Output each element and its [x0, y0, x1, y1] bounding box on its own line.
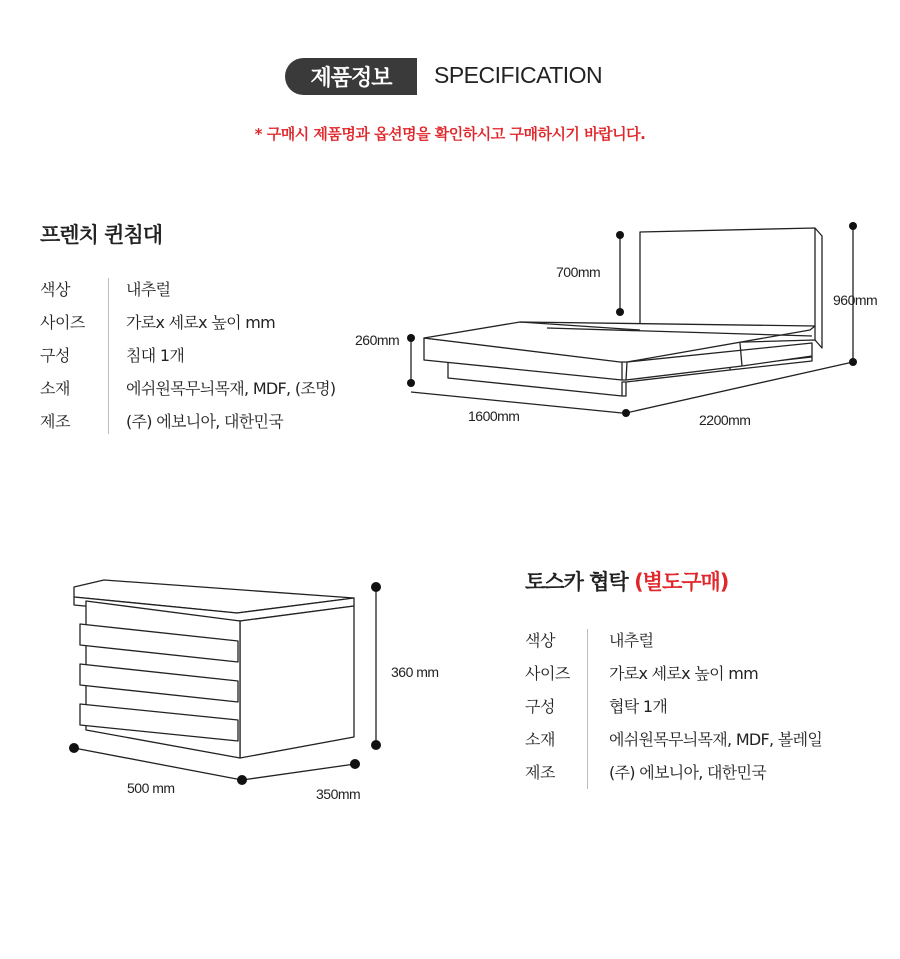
spec-value: 가로x 세로x 높이 mm — [609, 664, 759, 683]
table-spec-table — [525, 623, 822, 788]
dim-table-depth: 350mm — [316, 786, 361, 802]
spec-row-manufacturer — [40, 404, 335, 437]
spec-key: 구성 — [40, 346, 70, 365]
spec-row-manufacturer — [525, 755, 822, 788]
spec-value: (주) 에보니아, 대한민국 — [126, 412, 284, 431]
specification-title: SPECIFICATION — [434, 62, 603, 88]
spec-row-material — [40, 371, 335, 404]
dim-table-height: 360 mm — [391, 664, 439, 680]
spec-row-size — [40, 305, 335, 338]
spec-key: 사이즈 — [525, 664, 570, 683]
bed-spec-table — [40, 272, 335, 437]
spec-key: 색상 — [525, 631, 555, 650]
spec-value: 내추럴 — [126, 280, 171, 299]
spec-key: 제조 — [40, 412, 70, 431]
table-title — [525, 566, 728, 596]
side-table-drawing — [74, 580, 354, 758]
spec-key: 소재 — [525, 730, 555, 749]
dim-total-height: 960mm — [833, 292, 878, 308]
spec-key: 사이즈 — [40, 313, 85, 332]
spec-value: 침대 1개 — [126, 346, 185, 365]
spec-key: 구성 — [525, 697, 555, 716]
table-title-note: (별도구매) — [634, 570, 729, 594]
dim-table-width: 500 mm — [127, 780, 175, 796]
spec-row-material — [525, 722, 822, 755]
spec-value: 에쉬원목무늬목재, MDF, (조명) — [126, 379, 336, 398]
dim-bed-length: 2200mm — [699, 412, 751, 428]
spec-row-color — [40, 272, 335, 305]
spec-key: 색상 — [40, 280, 70, 299]
spec-value: 내추럴 — [609, 631, 654, 650]
spec-key: 제조 — [525, 763, 555, 782]
table-title-name: 토스카 협탁 — [525, 570, 628, 594]
spec-row-composition — [525, 689, 822, 722]
bed-title: 프렌치 퀸침대 — [40, 223, 163, 247]
spec-divider — [587, 629, 588, 789]
spec-value: 에쉬원목무늬목재, MDF, 볼레일 — [609, 730, 823, 749]
dim-headboard: 700mm — [556, 264, 601, 280]
spec-row-color — [525, 623, 822, 656]
spec-value: 협탁 1개 — [609, 697, 668, 716]
dim-frame-height: 260mm — [355, 332, 400, 348]
spec-row-size — [525, 656, 822, 689]
spec-value: 가로x 세로x 높이 mm — [126, 313, 276, 332]
spec-row-composition — [40, 338, 335, 371]
dim-bed-width: 1600mm — [468, 408, 520, 424]
spec-value: (주) 에보니아, 대한민국 — [609, 763, 767, 782]
product-info-badge: 제품정보 — [285, 58, 417, 95]
spec-key: 소재 — [40, 379, 70, 398]
spec-divider — [108, 278, 109, 434]
purchase-notice: * 구매시 제품명과 옵션명을 확인하시고 구매하시기 바랍니다. — [254, 125, 646, 143]
